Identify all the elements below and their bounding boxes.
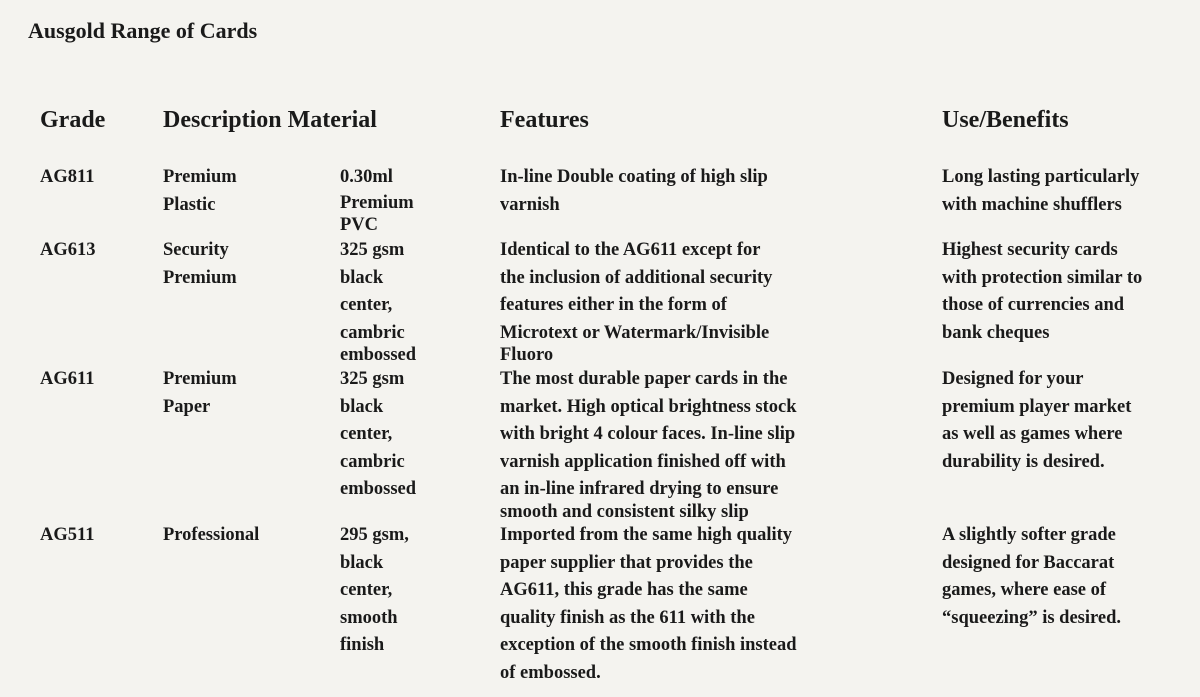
text-line: Designed for your <box>942 369 1084 389</box>
text-line: with bright 4 colour faces. In-line slip <box>500 424 796 444</box>
header-features: Features <box>500 107 589 133</box>
row-use-benefits <box>942 522 1121 632</box>
text-line: games, where ease of <box>942 580 1107 600</box>
header-grade: Grade <box>40 107 106 133</box>
text-line: of embossed. <box>500 662 601 683</box>
row-material <box>340 164 414 234</box>
page-title: Ausgold Range of Cards <box>28 18 258 43</box>
text-line: varnish application finished off with <box>500 451 786 472</box>
text-line: “squeezing” is desired. <box>942 607 1122 628</box>
text-line: In-line Double coating of high slip <box>500 167 768 187</box>
text-line: cambric <box>340 322 405 343</box>
row-grade: AG811 <box>40 167 95 187</box>
text-line: quality finish as the 611 with the <box>500 607 755 628</box>
text-line: paper supplier that provides the <box>500 552 753 573</box>
text-line: 325 gsm <box>340 240 405 260</box>
text-line: black <box>340 552 384 573</box>
row-description <box>163 522 259 550</box>
text-line: embossed <box>340 479 417 499</box>
text-line: Paper <box>163 396 211 417</box>
text-line: black <box>340 396 384 417</box>
text-line: the inclusion of additional security <box>500 267 773 288</box>
text-line: smooth <box>340 607 398 628</box>
text-line: The most durable paper cards in the <box>500 369 788 389</box>
row-grade: AG511 <box>40 525 95 545</box>
row-use-benefits <box>942 237 1142 347</box>
row-features <box>500 366 797 520</box>
row-material <box>340 366 416 504</box>
text-line: bank cheques <box>942 322 1050 343</box>
text-line: those of currencies and <box>942 295 1125 315</box>
text-line: smooth and consistent silky slip <box>500 501 749 522</box>
text-line: A slightly softer grade <box>942 525 1116 545</box>
text-line: Security <box>163 240 229 260</box>
row-description <box>163 366 237 421</box>
row-description <box>163 237 237 292</box>
header-description-material: Description Material <box>163 107 377 133</box>
text-line: as well as games where <box>942 424 1123 444</box>
text-line: Professional <box>163 525 260 545</box>
text-line: center, <box>340 295 393 315</box>
row-use-benefits <box>942 164 1139 219</box>
row-grade: AG613 <box>40 240 96 260</box>
text-line: AG611, this grade has the same <box>500 580 748 600</box>
text-line: Long lasting particularly <box>942 167 1140 187</box>
text-line: center, <box>340 424 393 444</box>
text-line: 325 gsm <box>340 369 405 389</box>
text-line: market. High optical brightness stock <box>500 396 797 417</box>
text-line: Imported from the same high quality <box>500 525 793 545</box>
text-line: features either in the form of <box>500 295 727 315</box>
text-line: Premium <box>163 167 237 187</box>
text-line: center, <box>340 580 393 600</box>
row-material <box>340 237 416 363</box>
row-description <box>163 164 237 219</box>
row-features <box>500 164 768 219</box>
text-line: premium player market <box>942 396 1132 417</box>
text-line: an in-line infrared drying to ensure <box>500 479 779 499</box>
text-line: with protection similar to <box>942 267 1143 288</box>
text-line: 0.30ml <box>340 167 393 187</box>
text-line: with machine shufflers <box>942 194 1122 215</box>
header-use-benefits: Use/Benefits <box>942 107 1069 133</box>
text-line: black <box>340 267 384 288</box>
text-line: PVC <box>340 215 379 235</box>
row-grade: AG611 <box>40 369 95 389</box>
text-line: cambric <box>340 451 405 472</box>
text-line: Premium <box>163 369 237 389</box>
text-line: Premium <box>340 193 414 213</box>
text-line: embossed <box>340 345 417 365</box>
text-line: Microtext or Watermark/Invisible <box>500 322 770 343</box>
text-line: designed for Baccarat <box>942 552 1115 573</box>
row-use-benefits <box>942 366 1131 476</box>
row-features <box>500 237 772 363</box>
text-line: Fluoro <box>500 345 554 365</box>
text-line: finish <box>340 635 385 655</box>
text-line: exception of the smooth finish instead <box>500 635 797 655</box>
text-line: Premium <box>163 267 237 288</box>
text-line: varnish <box>500 194 560 215</box>
text-line: Highest security cards <box>942 240 1118 260</box>
text-line: Identical to the AG611 except for <box>500 240 761 260</box>
text-line: 295 gsm, <box>340 525 409 545</box>
text-line: Plastic <box>163 194 216 215</box>
text-line: durability is desired. <box>942 451 1105 472</box>
row-features <box>500 522 797 687</box>
row-material <box>340 522 409 660</box>
